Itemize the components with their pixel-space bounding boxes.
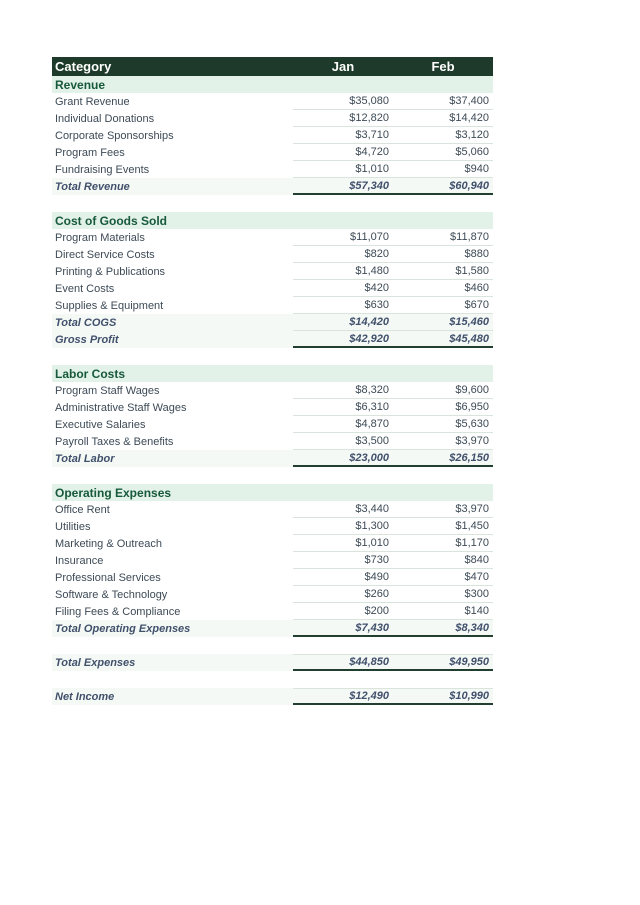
- table-row: [52, 127, 493, 144]
- feb-value-cell: $1,450: [393, 518, 493, 535]
- category-cell: Cost of Goods Sold: [55, 213, 167, 228]
- category-cell: Office Rent: [55, 503, 110, 516]
- feb-value-cell: $26,150: [393, 450, 493, 467]
- feb-value-cell: $880: [393, 246, 493, 263]
- feb-value-cell: $49,950: [393, 654, 493, 671]
- jan-value-cell: $8,320: [293, 382, 393, 399]
- category-cell: Gross Profit: [55, 333, 119, 346]
- table-row: [52, 297, 493, 314]
- table-row: [52, 229, 493, 246]
- total-row: [52, 688, 493, 705]
- feb-value-cell: $300: [393, 586, 493, 603]
- category-cell: Operating Expenses: [55, 485, 172, 500]
- jan-value-cell: $44,850: [293, 654, 393, 671]
- category-cell: Utilities: [55, 520, 91, 533]
- table-row: [52, 144, 493, 161]
- category-cell: Corporate Sponsorships: [55, 129, 174, 142]
- category-cell: Grant Revenue: [55, 95, 130, 108]
- jan-value-cell: [293, 365, 393, 382]
- table-row: [52, 535, 493, 552]
- table-row: [52, 433, 493, 450]
- jan-value-cell: $1,480: [293, 263, 393, 280]
- section-header-row: [52, 212, 493, 229]
- jan-value-cell: $4,870: [293, 416, 393, 433]
- feb-value-cell: $1,580: [393, 263, 493, 280]
- jan-value-cell: $1,300: [293, 518, 393, 535]
- feb-value-cell: $840: [393, 552, 493, 569]
- section-header-row: [52, 484, 493, 501]
- feb-value-cell: $460: [393, 280, 493, 297]
- jan-value-cell: $630: [293, 297, 393, 314]
- jan-value-cell: $1,010: [293, 535, 393, 552]
- category-cell: Direct Service Costs: [55, 248, 155, 261]
- table-row: [52, 501, 493, 518]
- jan-value-cell: $12,820: [293, 110, 393, 127]
- category-cell: Program Materials: [55, 231, 145, 244]
- jan-value-cell: $3,500: [293, 433, 393, 450]
- category-cell: Marketing & Outreach: [55, 537, 162, 550]
- feb-value-cell: $5,060: [393, 144, 493, 161]
- feb-value-cell: [393, 365, 493, 382]
- category-cell: Administrative Staff Wages: [55, 401, 187, 414]
- jan-value-cell: $12,490: [293, 688, 393, 705]
- section-gap: [52, 637, 493, 654]
- table-row: [52, 399, 493, 416]
- section-header-row: [52, 76, 493, 93]
- section-gap: [52, 671, 493, 688]
- feb-value-cell: $470: [393, 569, 493, 586]
- jan-value-cell: $7,430: [293, 620, 393, 637]
- feb-value-cell: [393, 212, 493, 229]
- jan-value-cell: $260: [293, 586, 393, 603]
- jan-value-cell: $14,420: [293, 314, 393, 331]
- category-cell: Event Costs: [55, 282, 115, 295]
- feb-value-cell: $940: [393, 161, 493, 178]
- category-cell: Professional Services: [55, 571, 161, 584]
- table-row: [52, 603, 493, 620]
- total-row: [52, 178, 493, 195]
- budget-table: [52, 57, 493, 705]
- category-cell: Program Fees: [55, 146, 125, 159]
- table-row: [52, 110, 493, 127]
- feb-value-cell: $37,400: [393, 93, 493, 110]
- column-header-feb: Feb: [431, 59, 455, 74]
- feb-value-cell: $15,460: [393, 314, 493, 331]
- table-row: [52, 518, 493, 535]
- table-row: [52, 263, 493, 280]
- jan-value-cell: $3,440: [293, 501, 393, 518]
- category-cell: Total Labor: [55, 452, 115, 465]
- feb-value-cell: $45,480: [393, 331, 493, 348]
- jan-value-cell: $3,710: [293, 127, 393, 144]
- total-row: [52, 620, 493, 637]
- jan-value-cell: [293, 484, 393, 501]
- category-cell: Software & Technology: [55, 588, 168, 601]
- table-row: [52, 382, 493, 399]
- feb-value-cell: $3,970: [393, 501, 493, 518]
- feb-value-cell: $670: [393, 297, 493, 314]
- feb-value-cell: $5,630: [393, 416, 493, 433]
- jan-value-cell: $820: [293, 246, 393, 263]
- jan-value-cell: $35,080: [293, 93, 393, 110]
- table-row: [52, 569, 493, 586]
- category-cell: Program Staff Wages: [55, 384, 160, 397]
- category-cell: Filing Fees & Compliance: [55, 605, 181, 618]
- category-cell: Fundraising Events: [55, 163, 150, 176]
- total-row: [52, 331, 493, 348]
- feb-value-cell: $6,950: [393, 399, 493, 416]
- feb-value-cell: $3,120: [393, 127, 493, 144]
- section-header-row: [52, 365, 493, 382]
- jan-value-cell: $4,720: [293, 144, 393, 161]
- feb-value-cell: $140: [393, 603, 493, 620]
- jan-value-cell: $420: [293, 280, 393, 297]
- category-cell: Labor Costs: [55, 366, 126, 381]
- column-header-jan: Jan: [331, 59, 355, 74]
- table-row: [52, 246, 493, 263]
- feb-value-cell: [393, 484, 493, 501]
- feb-value-cell: $11,870: [393, 229, 493, 246]
- table-row: [52, 280, 493, 297]
- feb-value-cell: [393, 76, 493, 93]
- feb-value-cell: $9,600: [393, 382, 493, 399]
- table-header-row: [52, 57, 493, 76]
- table-body: [52, 76, 493, 705]
- total-row: [52, 450, 493, 467]
- feb-value-cell: $8,340: [393, 620, 493, 637]
- category-cell: Insurance: [55, 554, 104, 567]
- table-row: [52, 93, 493, 110]
- category-cell: Printing & Publications: [55, 265, 166, 278]
- jan-value-cell: [293, 212, 393, 229]
- table-row: [52, 586, 493, 603]
- feb-value-cell: $3,970: [393, 433, 493, 450]
- jan-value-cell: $1,010: [293, 161, 393, 178]
- column-header-category: Category: [55, 59, 112, 74]
- feb-value-cell: $14,420: [393, 110, 493, 127]
- category-cell: Total COGS: [55, 316, 117, 329]
- category-cell: Total Expenses: [55, 656, 136, 669]
- table-row: [52, 416, 493, 433]
- category-cell: Executive Salaries: [55, 418, 146, 431]
- jan-value-cell: $23,000: [293, 450, 393, 467]
- category-cell: Net Income: [55, 690, 115, 703]
- section-gap: [52, 348, 493, 365]
- section-gap: [52, 467, 493, 484]
- total-row: [52, 654, 493, 671]
- category-cell: Total Revenue: [55, 180, 130, 193]
- total-row: [52, 314, 493, 331]
- jan-value-cell: $200: [293, 603, 393, 620]
- jan-value-cell: $57,340: [293, 178, 393, 195]
- jan-value-cell: $730: [293, 552, 393, 569]
- table-row: [52, 161, 493, 178]
- category-cell: Revenue: [55, 77, 106, 92]
- jan-value-cell: $42,920: [293, 331, 393, 348]
- category-cell: Payroll Taxes & Benefits: [55, 435, 174, 448]
- category-cell: Total Operating Expenses: [55, 622, 191, 635]
- feb-value-cell: $60,940: [393, 178, 493, 195]
- category-cell: Individual Donations: [55, 112, 155, 125]
- section-gap: [52, 195, 493, 212]
- feb-value-cell: $10,990: [393, 688, 493, 705]
- feb-value-cell: $1,170: [393, 535, 493, 552]
- jan-value-cell: $490: [293, 569, 393, 586]
- table-row: [52, 552, 493, 569]
- category-cell: Supplies & Equipment: [55, 299, 164, 312]
- jan-value-cell: $6,310: [293, 399, 393, 416]
- jan-value-cell: [293, 76, 393, 93]
- jan-value-cell: $11,070: [293, 229, 393, 246]
